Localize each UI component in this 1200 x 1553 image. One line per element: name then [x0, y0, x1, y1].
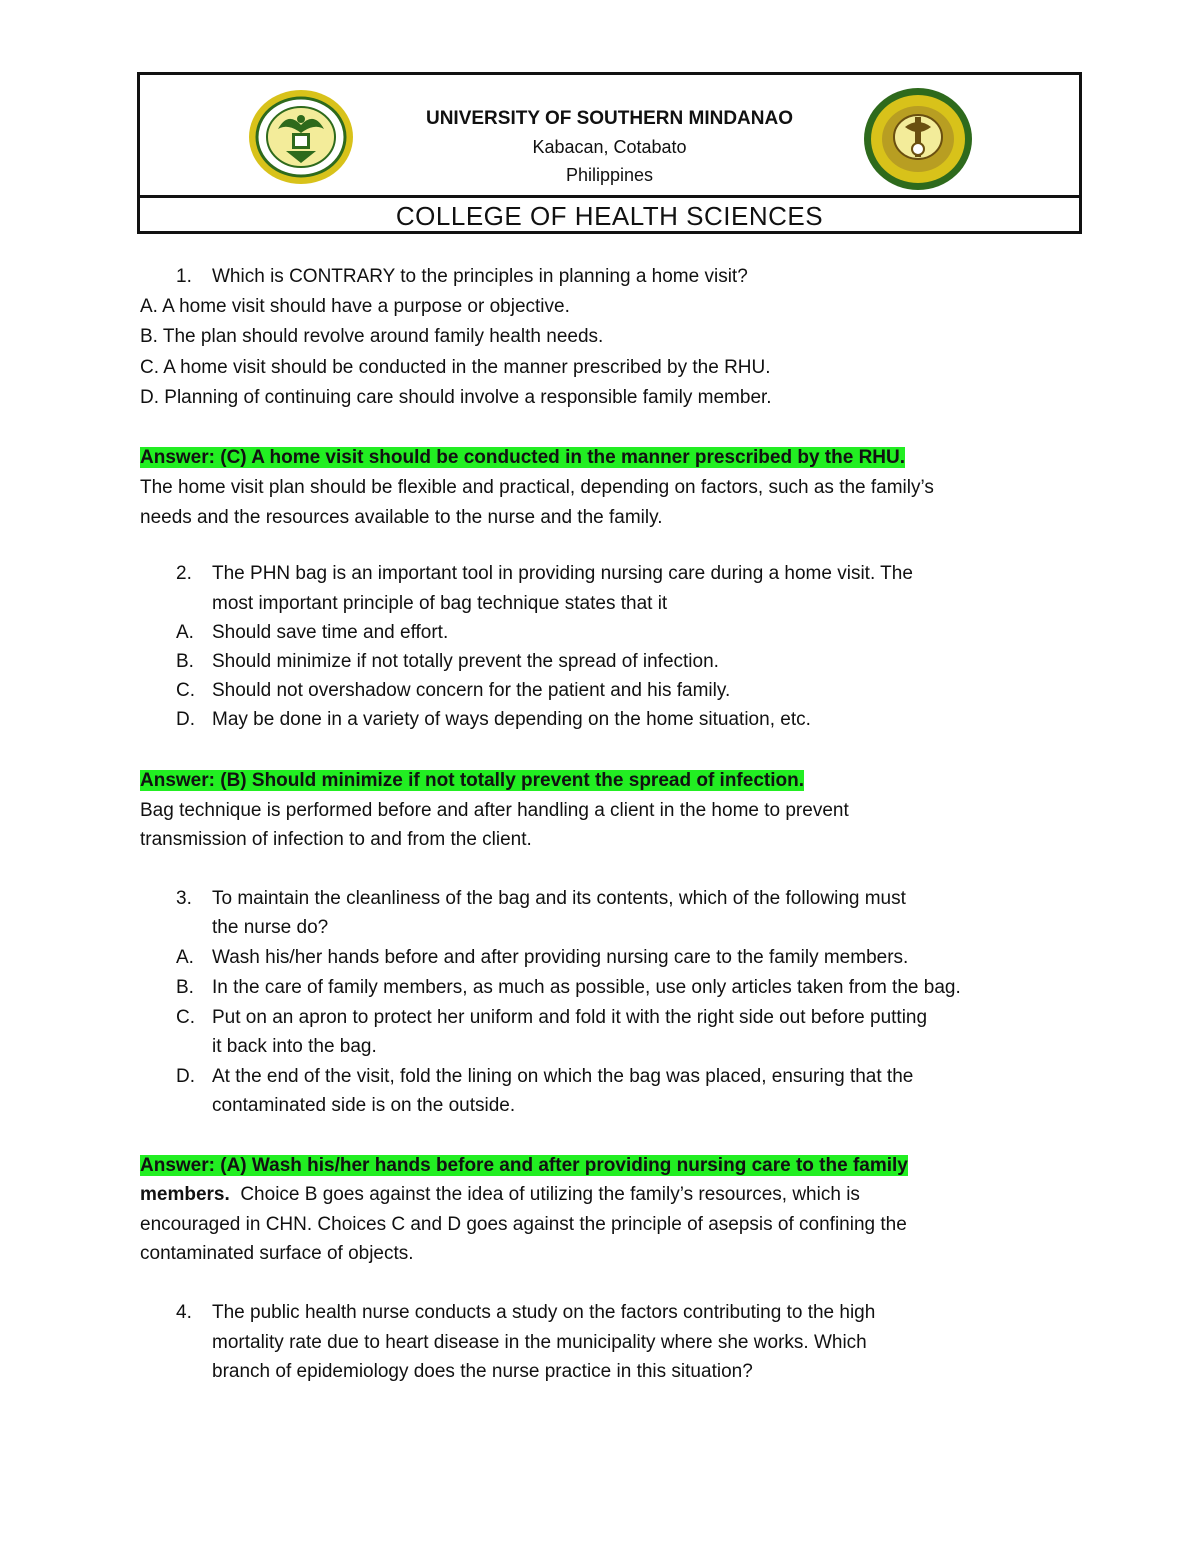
option-d-cont	[140, 1091, 1070, 1121]
university-country: Philippines	[565, 165, 654, 185]
answer-highlight: Answer: (B) Should minimize if not totally prevent the spread of infection.	[140, 770, 804, 791]
question-number: 2.	[176, 563, 192, 584]
question-1	[140, 262, 1070, 292]
option-letter: A.	[176, 947, 194, 968]
option-c	[140, 676, 1070, 706]
explanation-line: transmission of infection to and from the client.	[140, 829, 532, 850]
option-b	[140, 647, 1070, 677]
option-letter: D.	[176, 1066, 195, 1087]
explanation-text: Choice B goes against the idea of utilizing the family’s resources, which is	[229, 1184, 860, 1205]
option-text: May be done in a variety of ways depending on the home situation, etc.	[212, 709, 811, 730]
answer-bold: members.	[140, 1184, 230, 1205]
option-text: Put on an apron to protect her uniform and fold it with the right side out before putting	[212, 1007, 928, 1028]
university-address	[360, 105, 859, 189]
option-letter: B.	[176, 651, 194, 672]
option-letter: B.	[176, 977, 194, 998]
option-letter: A.	[176, 622, 194, 643]
question-text: mortality rate due to heart disease in the municipality where she works. Which	[212, 1332, 867, 1353]
answer-line	[140, 1151, 908, 1181]
option-text: Should minimize if not totally prevent the spread of infection.	[212, 651, 719, 672]
option-a	[140, 943, 1070, 973]
option-text: At the end of the visit, fold the lining on which the bag was placed, ensuring that the	[212, 1066, 914, 1087]
option-letter: D.	[176, 709, 195, 730]
question-text: branch of epidemiology does the nurse practice in this situation?	[212, 1361, 753, 1382]
option-b: B. The plan should revolve around family health needs.	[140, 326, 604, 347]
option-c-cont	[140, 1032, 1070, 1062]
question-text: most important principle of bag technique states that it	[212, 593, 668, 614]
option-c	[140, 1003, 1070, 1033]
option-d	[140, 1062, 1070, 1092]
question-text: The public health nurse conducts a study on the factors contributing to the high	[212, 1302, 876, 1323]
option-text: contaminated side is on the outside.	[212, 1095, 516, 1116]
answer-highlight: Answer: (A) Wash his/her hands before and after providing nursing care to the family	[140, 1155, 908, 1176]
explanation-line: encouraged in CHN. Choices C and D goes against the principle of asepsis of confining the	[140, 1214, 907, 1235]
option-letter: C.	[176, 680, 195, 701]
question-number: 4.	[176, 1302, 192, 1323]
university-seal-logo	[248, 89, 354, 185]
option-text: Wash his/her hands before and after providing nursing care to the family members.	[212, 947, 909, 968]
option-a: A. A home visit should have a purpose or objective.	[140, 296, 570, 317]
college-name: COLLEGE OF HEALTH SCIENCES	[395, 201, 824, 231]
explanation-line: The home visit plan should be flexible and practical, depending on factors, such as the family’s	[140, 477, 934, 498]
question-text: To maintain the cleanliness of the bag and its contents, which of the following must	[212, 888, 906, 909]
option-text: Should save time and effort.	[212, 622, 449, 643]
question-number: 1.	[176, 266, 192, 287]
option-d: D. Planning of continuing care should involve a responsible family member.	[140, 387, 772, 408]
question-text: the nurse do?	[212, 917, 329, 938]
question-4	[140, 1298, 1070, 1328]
option-text: In the care of family members, as much as possible, use only articles taken from the bag.	[212, 977, 961, 998]
explanation-line: needs and the resources available to the nurse and the family.	[140, 507, 663, 528]
option-letter: C.	[176, 1007, 195, 1028]
option-b	[140, 973, 1070, 1003]
answer-highlight: Answer: (C) A home visit should be conducted in the manner prescribed by the RHU.	[140, 447, 906, 468]
answer-line-cont	[140, 1180, 860, 1210]
letterhead-divider	[140, 195, 1079, 198]
question-4-cont	[140, 1357, 1070, 1387]
answer-line	[140, 443, 905, 473]
question-number: 3.	[176, 888, 192, 909]
question-4-cont	[140, 1328, 1070, 1358]
option-text: it back into the bag.	[212, 1036, 377, 1057]
option-a	[140, 618, 1070, 648]
question-3-cont	[140, 913, 1070, 943]
university-city: Kabacan, Cotabato	[532, 137, 687, 157]
college-seal-logo	[863, 87, 973, 191]
option-text: Should not overshadow concern for the patient and his family.	[212, 680, 731, 701]
question-text: Which is CONTRARY to the principles in planning a home visit?	[212, 266, 748, 287]
question-text: The PHN bag is an important tool in providing nursing care during a home visit. The	[212, 563, 913, 584]
explanation-line: contaminated surface of objects.	[140, 1243, 414, 1264]
question-2-cont	[140, 589, 1070, 619]
question-2	[140, 559, 1070, 589]
letterhead-top	[140, 75, 1079, 193]
option-d	[140, 705, 1070, 735]
answer-line	[140, 766, 804, 796]
university-name: UNIVERSITY OF SOUTHERN MINDANAO	[425, 108, 793, 129]
letterhead	[137, 72, 1082, 234]
question-3	[140, 884, 1070, 914]
option-c: C. A home visit should be conducted in the manner prescribed by the RHU.	[140, 357, 771, 378]
explanation-line: Bag technique is performed before and after handling a client in the home to prevent	[140, 800, 849, 821]
